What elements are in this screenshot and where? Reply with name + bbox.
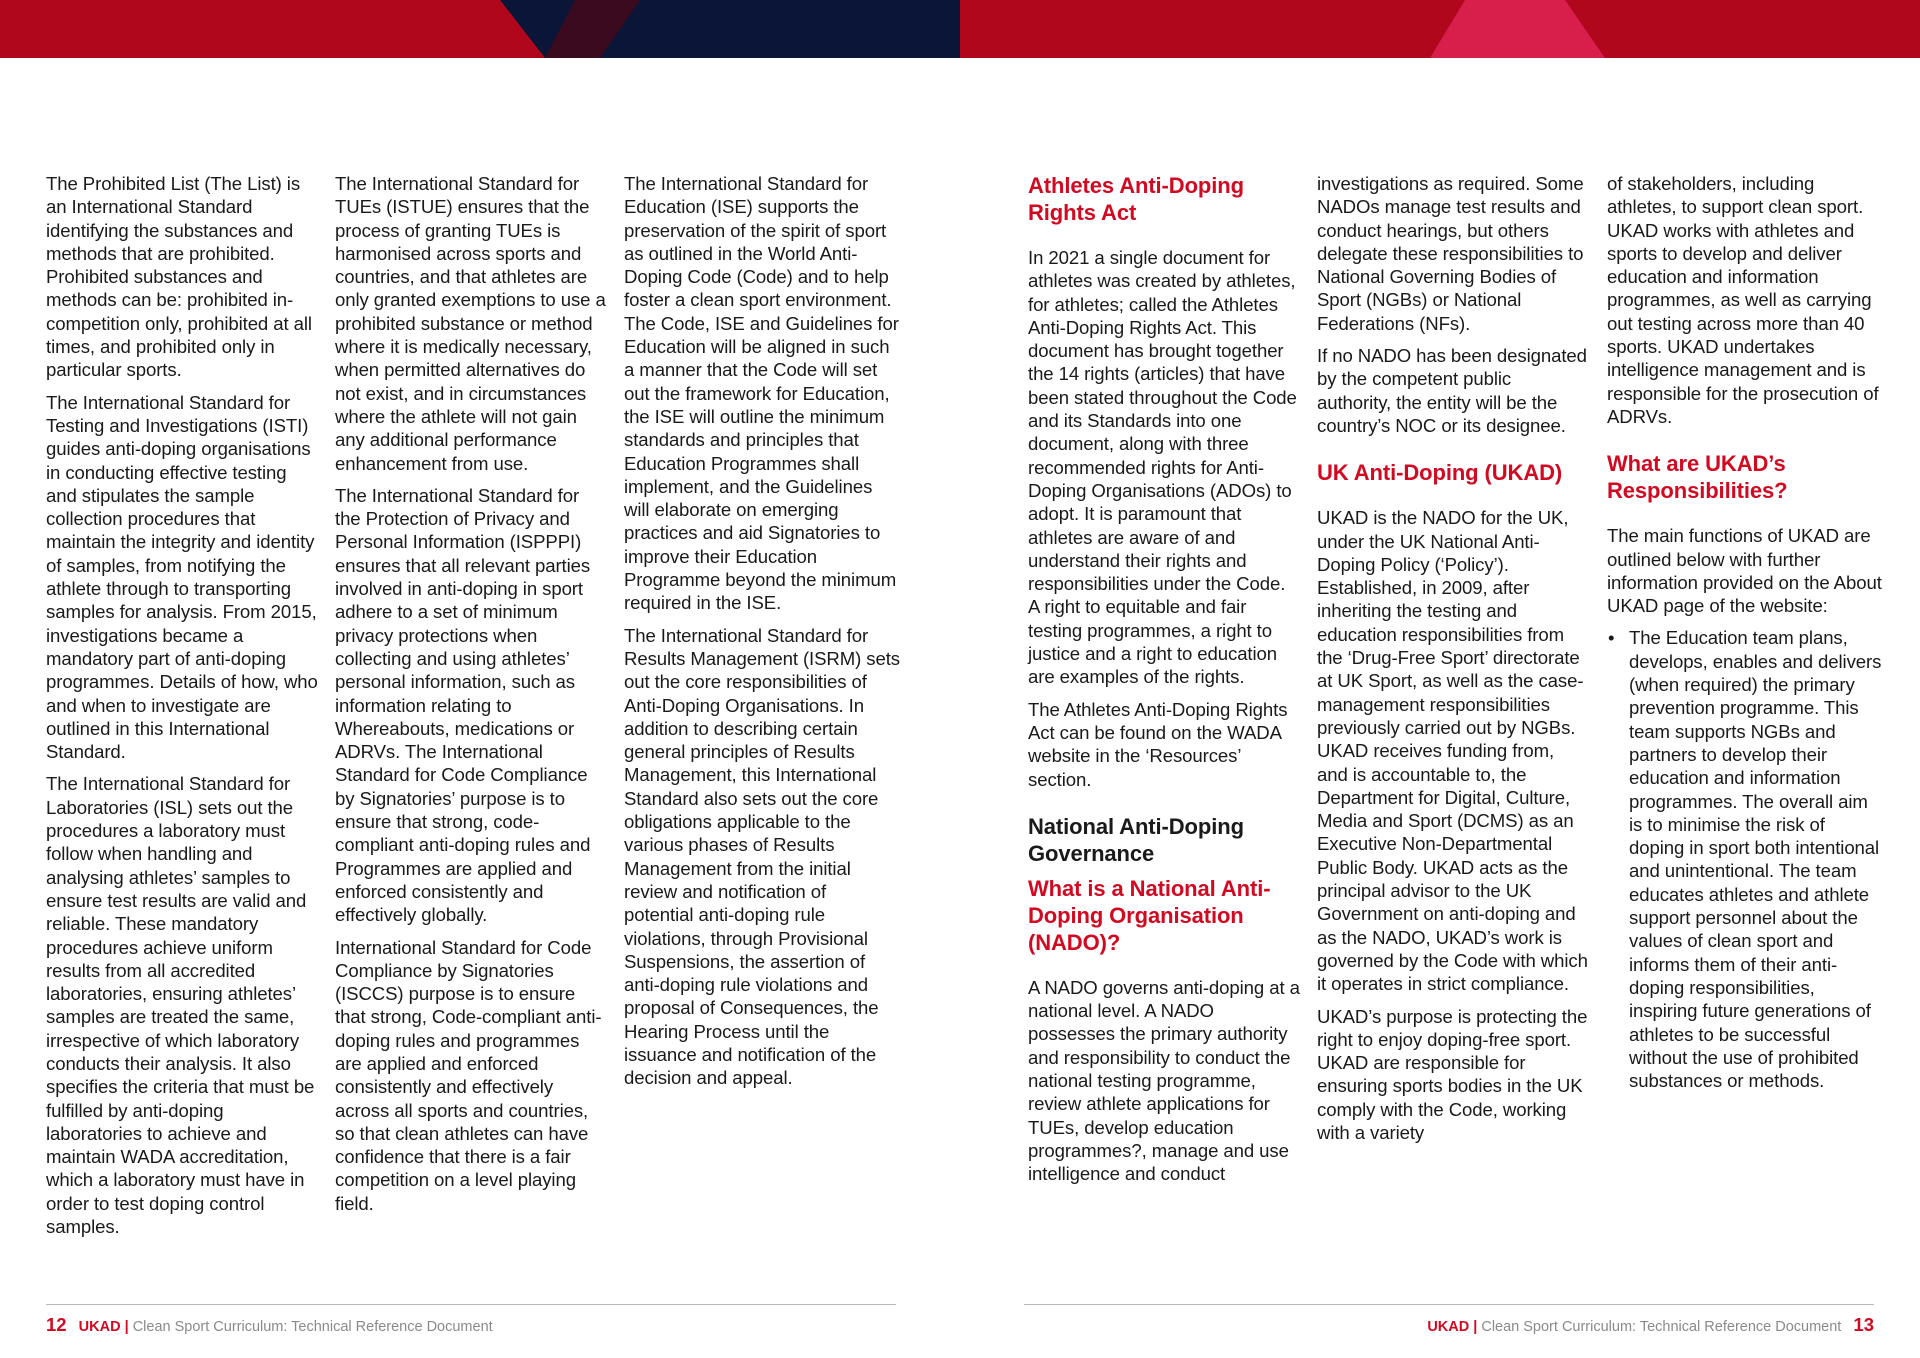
right-column-3 [1607, 172, 1883, 1092]
paragraph-stakeholders: of stakeholders, including athletes, to support clean sport. UKAD works with athletes and sports to develop and deliver education and information programmes, as well as carrying out testing across more than 40 sports. UKAD undertakes intelligence management and is responsible for the prosecution of ADRVs. [1607, 173, 1879, 427]
paragraph-no-nado: If no NADO has been designated by the competent public authority, the entity will be the country’s NOC or its designee. [1317, 345, 1587, 436]
paragraph-isrm: The International Standard for Results Management (ISRM) sets out the core responsibilities of Anti-Doping Organisations. In addition to describing certain general principles of Results Management, this International Standard also sets out the core obligations applicable to the various phases of Results Management from the initial review and notification of potential anti-doping rule violations, through Provisional Suspensions, the assertion of anti-doping rule violations and proposal of Consequences, the Hearing Process until the issuance and notification of the decision and appeal. [624, 624, 900, 1089]
paragraph-ukad-2: UKAD’s purpose is protecting the right to enjoy doping-free sport. UKAD are responsible for ensuring sports bodies in the UK comply with the Code, working with a variety [1317, 1005, 1588, 1143]
band-red-right [960, 0, 1445, 58]
responsibilities-list [1607, 626, 1883, 1092]
left-footer-doc-title: Clean Sport Curriculum: Technical Reference Document [132, 1319, 493, 1335]
top-band-graphic [0, 0, 1920, 58]
paragraph-isl: The International Standard for Laboratories (ISL) sets out the procedures a laboratory must follow when handling and analysing athletes’ samples to ensure test results are valid and reliable. These mandatory procedures achieve uniform results from all accredited laboratories, ensuring athletes’ samples are treated the same, irrespective of which laboratory conducts their analysis. It also specifies the criteria that must be fulfilled by anti-doping laboratories to achieve and maintain WADA accreditation, which a laboratory must have in order to test doping control samples. [46, 773, 315, 1238]
paragraph-prohibited-list: The Prohibited List (The List) is an International Standard identifying the substances and methods that are prohibited. Prohibited substances and methods can be: prohibited in-competition only, prohibited at all times, and prohibited only in particular sports. [46, 173, 312, 381]
paragraph-rights-act-2: The Athletes Anti-Doping Rights Act can be found on the WADA website in the ‘Resources’ section. [1028, 698, 1288, 790]
left-footer-separator: | [124, 1319, 129, 1335]
heading-what-is-nado: What is a National Anti-Doping Organisation (NADO)? [1028, 875, 1271, 955]
right-page-number: 13 [1853, 1314, 1874, 1335]
left-column-3 [624, 172, 900, 1099]
paragraph-main-functions: The main functions of UKAD are outlined below with further information provided on the About UKAD page of the website: [1607, 525, 1882, 617]
paragraph-ukad-1: UKAD is the NADO for the UK, under the UK National Anti-Doping Policy (‘Policy’). Established, in 2009, after inheriting the testing and education responsibilities from the ‘Drug-Free Sport’ directorate at UK Sport, as well as the case-management responsibilities previously carried out by NGBs. UKAD receives funding from, and is accountable to, the Department for Digital, Culture, Media and Sport (DCMS) as an Executive Non-Departmental Public Body. UKAD acts as the principal advisor to the UK Government on anti-doping and as the NADO, UKAD’s work is governed by the Code with which it operates in strict compliance. [1317, 507, 1588, 995]
left-page-number: 12 [46, 1314, 67, 1335]
heading-governance: National Anti-Doping Governance [1028, 813, 1244, 866]
right-column-1 [1028, 172, 1300, 1195]
left-column-1 [46, 172, 322, 1247]
left-footer-rule [46, 1304, 896, 1305]
paragraph-istue: The International Standard for TUEs (ISTUE) ensures that the process of granting TUEs is harmonised across sports and countries, and that athletes are only granted exemptions to use a prohibited substance or method where it is medically necessary, when permitted alternatives do not exist, and in circumstances where the athlete will not gain any additional performance enhancement from use. [335, 173, 606, 474]
left-footer-brand: UKAD [78, 1319, 121, 1335]
right-footer-brand: UKAD [1427, 1319, 1470, 1335]
paragraph-isti: The International Standard for Testing and Investigations (ISTI) guides anti-doping organisations in conducting effective testing and stipulates the sample collection procedures that maintain the integrity and identity of samples, from notifying the athlete through to transporting samples for analysis. From 2015, investigations became a mandatory part of anti-doping programmes. Details of how, who and when to investigate are outlined in this International Standard. [46, 391, 318, 763]
paragraph-rights-act-1: In 2021 a single document for athletes was created by athletes, for athletes; called the Athletes Anti-Doping Rights Act. This document has brought together the 14 rights (articles) that have been stated throughout the Code and its Standards into one document, along with three recommended rights for Anti-Doping Organisations (ADOs) to adopt. It is paramount that athletes are aware of and understand their rights and responsibilities under the Code. A right to equitable and fair testing programmes, a right to justice and a right to education are examples of the rights. [1028, 247, 1297, 688]
top-color-band [0, 0, 1920, 58]
list-item-education-team: • The Education team plans, develops, enables and delivers (when required) the primary prevention programme. This team supports NGBs and partners to develop their education and information programmes. The overall aim is to minimise the risk of doping in sport both intentional and unintentional. The team educates athletes and athlete support personnel about the values of clean sport and informs them of their anti-doping responsibilities, inspiring future generations of athletes to be successful without the use of prohibited substances or methods. [1629, 626, 1883, 1092]
paragraph-nado: A NADO governs anti-doping at a national level. A NADO possesses the primary authority and responsibility to conduct the national testing programme, review athlete applications for TUEs, develop education programmes?, manage and use intelligence and conduct [1028, 976, 1300, 1185]
heading-responsibilities: What are UKAD’s Responsibilities? [1607, 451, 1788, 504]
heading-rights-act: Athletes Anti-Doping Rights Act [1028, 173, 1244, 225]
right-column-2 [1317, 172, 1589, 1153]
right-footer-separator: | [1473, 1319, 1478, 1335]
paragraph-investigations: investigations as required. Some NADOs manage test results and conduct hearings, but others delegate these responsibilities to National Governing Bodies of Sport (NGBs) or National Federations (NFs). [1317, 173, 1584, 334]
paragraph-ise: The International Standard for Education (ISE) supports the preservation of the spirit of sport as outlined in the World Anti-Doping Code (Code) and to help foster a clean sport environment. The Code, ISE and Guidelines for Education will be aligned in such a manner that the Code will set out the framework for Education, the ISE will outline the minimum standards and principles that Education Programmes shall implement, and the Guidelines will elaborate on emerging practices and aid Signatories to improve their Education Programme beyond the minimum required in the ISE. [624, 173, 899, 614]
paragraph-isccs: International Standard for Code Compliance by Signatories (ISCCS) purpose is to ensure that strong, Code-compliant anti-doping rules and programmes are applied and enforced consistently and effectively across all sports and countries, so that clean athletes can have confidence that there is a fair competition on a level playing field. [335, 936, 602, 1214]
right-footer-doc-title: Clean Sport Curriculum: Technical Reference Document [1481, 1319, 1842, 1335]
heading-ukad: UK Anti-Doping (UKAD) [1317, 460, 1563, 486]
right-footer [1427, 1314, 1874, 1338]
left-column-2 [335, 172, 609, 1224]
right-footer-rule [1024, 1304, 1874, 1305]
paragraph-isppi: The International Standard for the Protection of Privacy and Personal Information (ISPPPI) ensures that all relevant parties involved in anti-doping in sport adhere to a set of minimum privacy protections when collecting and using athletes’ personal information, such as information relating to Whereabouts, medications or ADRVs. The International Standard for Code Compliance by Signatories’ purpose is to ensure that strong, code-compliant anti-doping rules and Programmes are applied and enforced consistently and effectively globally. [335, 484, 591, 926]
left-footer [46, 1314, 493, 1338]
